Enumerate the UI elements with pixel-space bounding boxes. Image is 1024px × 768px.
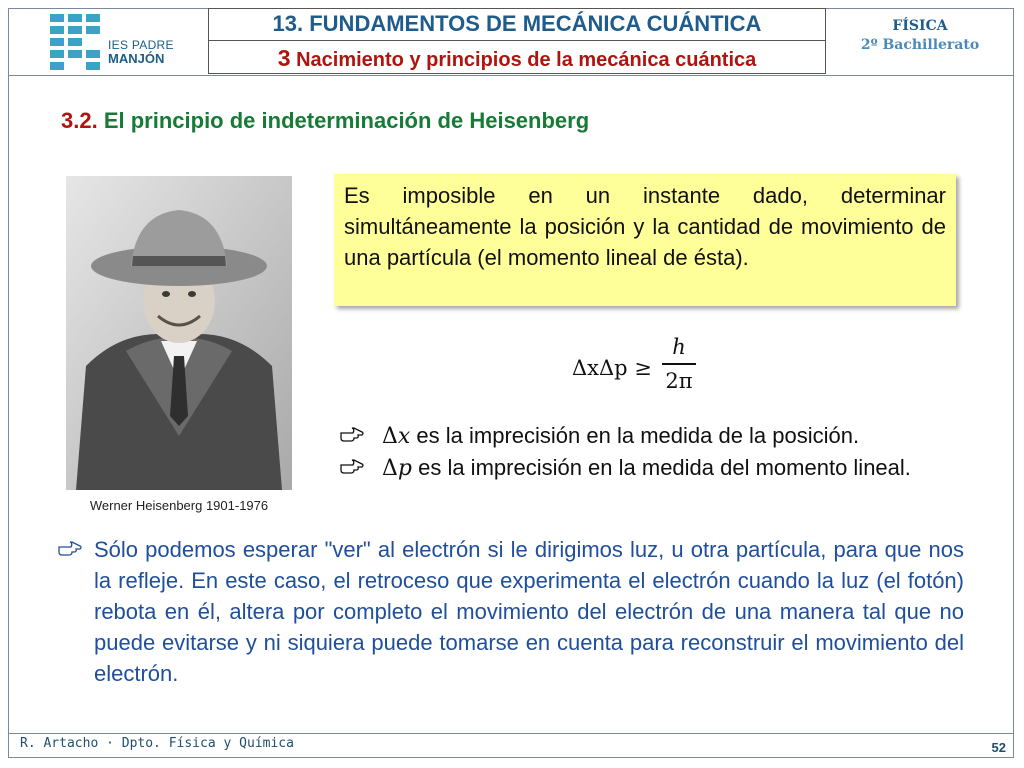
logo-text (108, 38, 174, 66)
formula-lhs: ΔxΔp ≥ (572, 356, 652, 380)
bullet-text: es la imprecisión en la medida del momento lineal. (411, 455, 911, 480)
pointing-hand-icon (58, 534, 88, 565)
section-title: Nacimiento y principios de la mecánica cuántica (296, 49, 757, 71)
logo-line-1: IES PADRE (108, 38, 174, 52)
fraction-bar (662, 363, 696, 365)
pointing-hand-icon (340, 452, 370, 483)
formula-fraction (662, 332, 696, 396)
definition-list (340, 420, 966, 484)
school-logo (50, 14, 180, 70)
explanation-paragraph (58, 534, 964, 689)
variable-x: x (397, 424, 411, 449)
heisenberg-photo (66, 176, 292, 490)
list-item (58, 534, 964, 689)
section-number: 3 (277, 45, 291, 71)
page-number: 52 (991, 740, 1006, 755)
variable-p: p (397, 456, 412, 481)
delta-symbol: Δ (382, 424, 398, 449)
photo-caption: Werner Heisenberg 1901-1976 (89, 498, 269, 513)
subject-name: FÍSICA (892, 18, 948, 34)
course-name: 2º Bachillerato (860, 37, 980, 53)
heading-number: 3.2. (61, 108, 98, 133)
list-item (340, 452, 966, 484)
principle-statement: Es imposible en un instante dado, determinar simultáneamente la posición y la cantidad de movimiento de una partícula (el momento lineal de ésta). (334, 174, 956, 306)
bullet-text: es la imprecisión en la medida de la posición. (410, 423, 860, 448)
formula-numerator: h (672, 335, 686, 359)
delta-symbol: Δ (382, 456, 398, 481)
heading-text: El principio de indeterminación de Heisenberg (103, 108, 590, 133)
pointing-hand-icon (340, 420, 370, 451)
unit-title: 13. FUNDAMENTOS DE MECÁNICA CUÁNTICA (209, 9, 825, 41)
formula-denominator: 2π (665, 369, 693, 393)
header-divider (8, 75, 1014, 76)
paragraph-text: Sólo podemos esperar "ver" al electrón si le dirigimos luz, u otra partícula, para que nos la refleje. En este caso, el retroceso que experimenta el electrón cuando la luz (el fotón) rebota en él, altera por completo el movimiento del electrón de una manera tal que no puede evitarse y ni siquiera puede tomarse en cuenta para reconstruir el movimiento del electrón. (94, 537, 964, 686)
footer-divider (8, 733, 1014, 734)
logo-line-2: MANJÓN (108, 51, 165, 66)
title-box (208, 8, 826, 74)
section-title-row (209, 42, 825, 74)
footer-author: R. Artacho · Dpto. Física y Química (20, 736, 294, 751)
subject-label (830, 18, 1010, 53)
list-item (340, 420, 966, 452)
section-heading (61, 108, 589, 134)
